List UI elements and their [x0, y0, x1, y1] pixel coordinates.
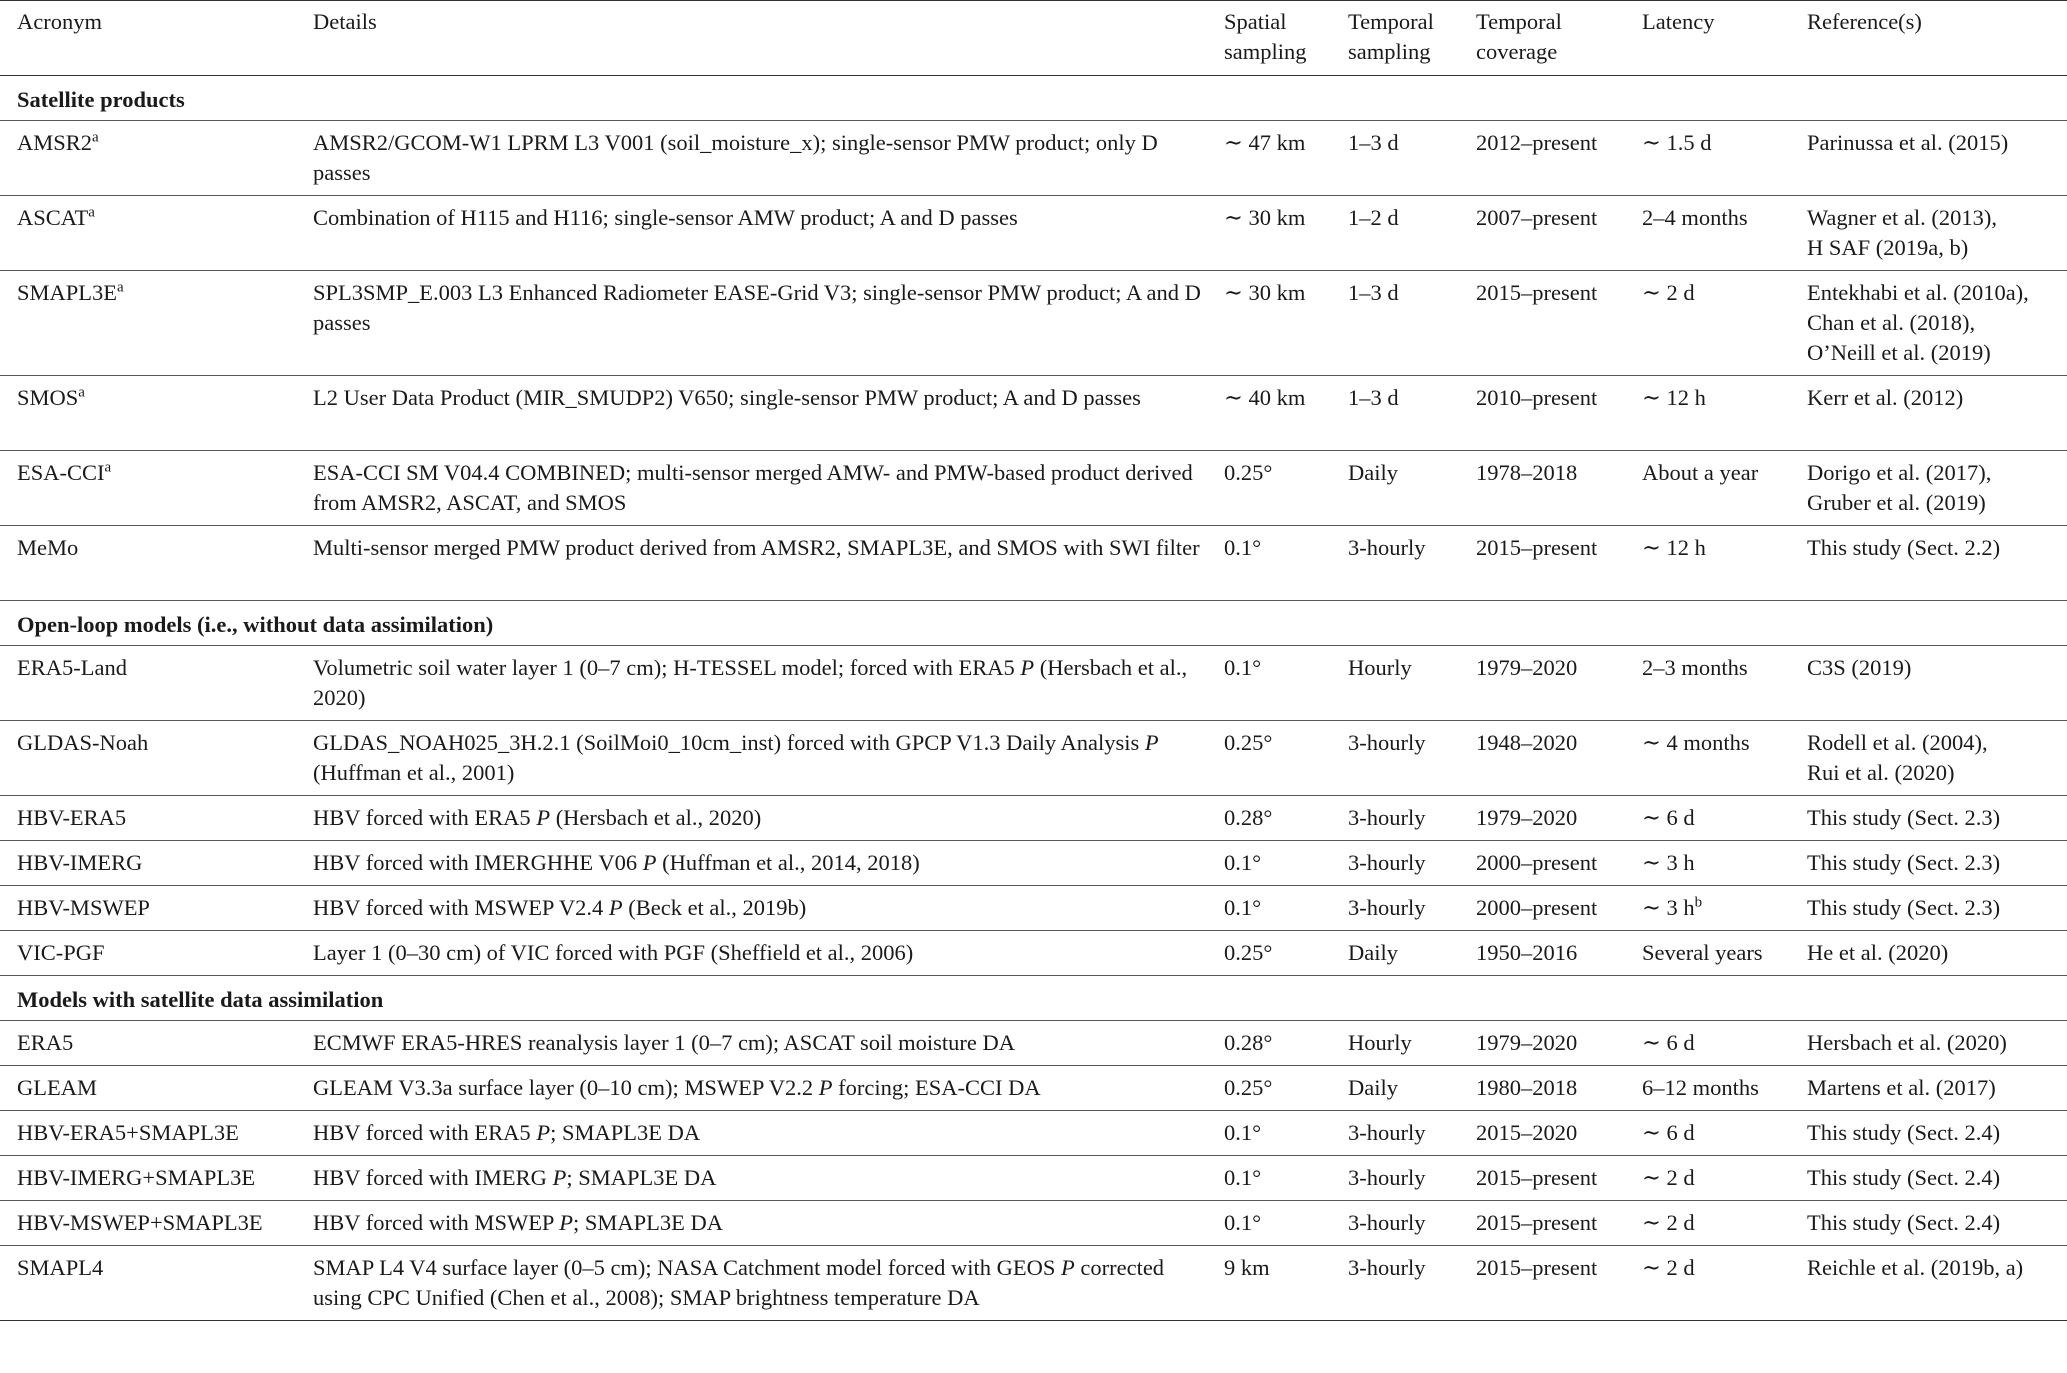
- cell-spatial-sampling: ∼ 40 km: [1224, 385, 1306, 410]
- cell-details: GLDAS_NOAH025_3H.2.1 (SoilMoi0_10cm_inst) forced with GPCP V1.3 Daily Analysis P (Huffman et al., 2001): [313, 730, 1159, 785]
- cell-temporal-sampling: 1–2 d: [1348, 205, 1399, 230]
- variable-symbol: P: [1061, 1255, 1075, 1280]
- cell-latency: 2–4 months: [1642, 205, 1748, 230]
- table-row: [0, 841, 2067, 886]
- cell-latency: Several years: [1642, 940, 1763, 965]
- cell-details: ECMWF ERA5-HRES reanalysis layer 1 (0–7 cm); ASCAT soil moisture DA: [313, 1030, 1016, 1055]
- cell-references: This study (Sect. 2.4): [1807, 1165, 2001, 1190]
- table-row: [0, 796, 2067, 841]
- table-row: [0, 1066, 2067, 1111]
- table-row: [0, 1111, 2067, 1156]
- cell-acronym: SMAPL4: [17, 1255, 104, 1280]
- table-body: [0, 76, 2067, 1321]
- cell-temporal-sampling: Hourly: [1348, 655, 1412, 680]
- cell-acronym: AMSR2$^a$: [17, 129, 99, 155]
- cell-temporal-coverage: 1978–2018: [1476, 460, 1578, 485]
- cell-latency: ∼ 2 d: [1642, 280, 1695, 305]
- cell-details: Multi-sensor merged PMW product derived from AMSR2, SMAPL3E, and SMOS with SWI filter: [313, 535, 1200, 560]
- section-row: [0, 76, 2067, 121]
- cell-references: Parinussa et al. (2015): [1807, 130, 2009, 155]
- cell-acronym: VIC-PGF: [17, 940, 105, 965]
- cell-references: This study (Sect. 2.3): [1807, 850, 2001, 875]
- cell-references: Kerr et al. (2012): [1807, 385, 1964, 410]
- cell-details: GLEAM V3.3a surface layer (0–10 cm); MSWEP V2.2 P forcing; ESA-CCI DA: [313, 1075, 1041, 1100]
- header-references: Reference(s): [1807, 9, 1922, 34]
- cell-temporal-sampling: 3-hourly: [1348, 1255, 1426, 1280]
- cell-temporal-sampling: 3-hourly: [1348, 805, 1426, 830]
- cell-temporal-coverage: 2007–present: [1476, 205, 1598, 230]
- cell-details: HBV forced with MSWEP P; SMAPL3E DA: [313, 1210, 724, 1235]
- cell-spatial-sampling: 0.25°: [1224, 460, 1273, 485]
- cell-temporal-coverage: 1980–2018: [1476, 1075, 1578, 1100]
- cell-temporal-sampling: 1–3 d: [1348, 385, 1399, 410]
- header-spatial-sampling: Spatial sampling: [1224, 9, 1307, 64]
- footnote-marker: a: [92, 129, 99, 146]
- cell-references: C3S (2019): [1807, 655, 1912, 680]
- cell-latency: 6–12 months: [1642, 1075, 1759, 1100]
- cell-latency: ∼ 2 d: [1642, 1255, 1695, 1280]
- table-row: [0, 271, 2067, 376]
- cell-details: Combination of H115 and H116; single-sensor AMW product; A and D passes: [313, 205, 1018, 230]
- cell-latency: ∼ 1.5 d: [1642, 130, 1712, 155]
- section-title: Satellite products: [0, 76, 2067, 121]
- cell-temporal-coverage: 1979–2020: [1476, 655, 1578, 680]
- cell-temporal-sampling: 3-hourly: [1348, 730, 1426, 755]
- footnote-marker: b: [1694, 894, 1703, 911]
- cell-temporal-coverage: 2015–2020: [1476, 1120, 1578, 1145]
- cell-latency: ∼ 6 d: [1642, 1120, 1695, 1145]
- cell-temporal-sampling: 3-hourly: [1348, 535, 1426, 560]
- header-latency: Latency: [1642, 9, 1715, 34]
- cell-details: SMAP L4 V4 surface layer (0–5 cm); NASA Catchment model forced with GEOS P corrected using CPC Unified (Chen et al., 2008); SMAP brightness temperature DA: [313, 1255, 1165, 1310]
- cell-temporal-coverage: 1979–2020: [1476, 1030, 1578, 1055]
- cell-references: Wagner et al. (2013), H SAF (2019a, b): [1807, 205, 1997, 260]
- cell-acronym: HBV-ERA5: [17, 805, 127, 830]
- cell-references: This study (Sect. 2.3): [1807, 895, 2001, 920]
- cell-temporal-sampling: 3-hourly: [1348, 1120, 1426, 1145]
- cell-latency: ∼ 2 d: [1642, 1210, 1695, 1235]
- table-row: [0, 1021, 2067, 1066]
- table-row: [0, 646, 2067, 721]
- cell-spatial-sampling: 0.1°: [1224, 1120, 1262, 1145]
- cell-acronym: MeMo: [17, 535, 79, 560]
- header-row: [0, 1, 2067, 76]
- cell-references: Entekhabi et al. (2010a), Chan et al. (2018), O’Neill et al. (2019): [1807, 280, 2029, 365]
- cell-temporal-coverage: 2012–present: [1476, 130, 1598, 155]
- cell-temporal-coverage: 2015–present: [1476, 1210, 1598, 1235]
- cell-acronym: GLDAS-Noah: [17, 730, 149, 755]
- cell-references: Hersbach et al. (2020): [1807, 1030, 2007, 1055]
- header-acronym: Acronym: [17, 9, 102, 34]
- cell-acronym: ERA5: [17, 1030, 74, 1055]
- cell-references: This study (Sect. 2.4): [1807, 1210, 2001, 1235]
- cell-details: Volumetric soil water layer 1 (0–7 cm); H-TESSEL model; forced with ERA5 P (Hersbach et al., 2020): [313, 655, 1188, 710]
- cell-references: Dorigo et al. (2017), Gruber et al. (2019): [1807, 460, 1992, 515]
- cell-details: Layer 1 (0–30 cm) of VIC forced with PGF (Sheffield et al., 2006): [313, 940, 914, 965]
- cell-latency: About a year: [1642, 460, 1759, 485]
- variable-symbol: P: [818, 1075, 833, 1100]
- cell-temporal-coverage: 2000–present: [1476, 895, 1598, 920]
- cell-latency: ∼ 2 d: [1642, 1165, 1695, 1190]
- table-row: [0, 886, 2067, 931]
- cell-details: AMSR2/GCOM-W1 LPRM L3 V001 (soil_moisture_x); single-sensor PMW product; only D passes: [313, 130, 1158, 185]
- cell-latency: 2–3 months: [1642, 655, 1748, 680]
- cell-spatial-sampling: ∼ 30 km: [1224, 205, 1306, 230]
- cell-spatial-sampling: 0.1°: [1224, 535, 1262, 560]
- cell-latency: ∼ 3 $h^b$: [1642, 894, 1703, 920]
- cell-temporal-coverage: 2010–present: [1476, 385, 1598, 410]
- cell-temporal-sampling: Daily: [1348, 940, 1398, 965]
- cell-temporal-sampling: 3-hourly: [1348, 895, 1426, 920]
- cell-temporal-sampling: Daily: [1348, 460, 1398, 485]
- cell-spatial-sampling: 0.1°: [1224, 1165, 1262, 1190]
- cell-acronym: HBV-ERA5+SMAPL3E: [17, 1120, 239, 1145]
- cell-temporal-sampling: Daily: [1348, 1075, 1398, 1100]
- cell-temporal-coverage: 2015–present: [1476, 1165, 1598, 1190]
- cell-temporal-coverage: 1979–2020: [1476, 805, 1578, 830]
- cell-spatial-sampling: 0.25°: [1224, 730, 1273, 755]
- cell-spatial-sampling: 9 km: [1224, 1255, 1270, 1280]
- cell-latency: ∼ 12 h: [1642, 385, 1706, 410]
- variable-symbol: P: [536, 805, 551, 830]
- cell-acronym: HBV-IMERG+SMAPL3E: [17, 1165, 256, 1190]
- cell-acronym: ASCAT$^a$: [17, 204, 95, 230]
- table-row: [0, 121, 2067, 196]
- table-row: [0, 376, 2067, 451]
- footnote-marker: a: [117, 279, 124, 296]
- cell-acronym: $SMAPL3E^a$: [17, 279, 124, 305]
- cell-latency: ∼ 3 h: [1642, 850, 1695, 875]
- cell-temporal-coverage: 2015–present: [1476, 280, 1598, 305]
- cell-details: ESA-CCI SM V04.4 COMBINED; multi-sensor merged AMW- and PMW-based product derived from AMSR2, ASCAT, and SMOS: [313, 460, 1193, 515]
- cell-temporal-sampling: 3-hourly: [1348, 1165, 1426, 1190]
- cell-temporal-sampling: 1–3 d: [1348, 280, 1399, 305]
- section-row: [0, 601, 2067, 646]
- table-row: [0, 721, 2067, 796]
- table-row: [0, 1156, 2067, 1201]
- section-title: Models with satellite data assimilation: [0, 976, 2067, 1021]
- cell-spatial-sampling: 0.1°: [1224, 1210, 1262, 1235]
- cell-spatial-sampling: 0.28°: [1224, 805, 1273, 830]
- cell-temporal-coverage: 2015–present: [1476, 1255, 1598, 1280]
- cell-references: This study (Sect. 2.3): [1807, 805, 2001, 830]
- cell-acronym: SMOS$^a$: [17, 384, 85, 410]
- cell-details: HBV forced with ERA5 P; SMAPL3E DA: [313, 1120, 701, 1145]
- cell-latency: ∼ 12 h: [1642, 535, 1706, 560]
- table-row: [0, 196, 2067, 271]
- cell-temporal-coverage: 2015–present: [1476, 535, 1598, 560]
- table-row: [0, 451, 2067, 526]
- section-title: Open-loop models (i.e., without data assimilation): [0, 601, 2067, 646]
- cell-references: He et al. (2020): [1807, 940, 1949, 965]
- cell-acronym: HBV-MSWEP: [17, 895, 150, 920]
- cell-temporal-coverage: 1950–2016: [1476, 940, 1578, 965]
- cell-references: This study (Sect. 2.4): [1807, 1120, 2001, 1145]
- table-row: [0, 1246, 2067, 1321]
- cell-details: HBV forced with MSWEP V2.4 P (Beck et al., 2019b): [313, 895, 807, 920]
- cell-spatial-sampling: 0.28°: [1224, 1030, 1273, 1055]
- section-row: [0, 976, 2067, 1021]
- cell-latency: ∼ 6 d: [1642, 1030, 1695, 1055]
- cell-acronym: HBV-IMERG: [17, 850, 143, 875]
- header-temporal-sampling: Temporal sampling: [1348, 9, 1434, 64]
- cell-acronym: ESA-CCI$^a$: [17, 459, 112, 485]
- cell-references: Reichle et al. (2019b, a): [1807, 1255, 2024, 1280]
- footnote-marker: a: [104, 459, 112, 476]
- cell-references: This study (Sect. 2.2): [1807, 535, 2001, 560]
- cell-temporal-sampling: Hourly: [1348, 1030, 1412, 1055]
- cell-spatial-sampling: 0.1°: [1224, 850, 1262, 875]
- header-temporal-coverage: Temporal coverage: [1476, 9, 1562, 64]
- cell-references: Rodell et al. (2004), Rui et al. (2020): [1807, 730, 1988, 785]
- variable-symbol: P: [536, 1120, 551, 1145]
- variable-symbol: P: [559, 1210, 573, 1235]
- cell-temporal-sampling: 1–3 d: [1348, 130, 1399, 155]
- variable-symbol: P: [608, 895, 623, 920]
- cell-temporal-coverage: 1948–2020: [1476, 730, 1578, 755]
- cell-spatial-sampling: 0.25°: [1224, 940, 1273, 965]
- cell-references: Martens et al. (2017): [1807, 1075, 1996, 1100]
- table-row: [0, 1201, 2067, 1246]
- cell-temporal-sampling: 3-hourly: [1348, 1210, 1426, 1235]
- variable-symbol: P: [1144, 730, 1159, 755]
- variable-symbol: P: [642, 850, 657, 875]
- cell-acronym: HBV-MSWEP+SMAPL3E: [17, 1210, 263, 1235]
- cell-details: HBV forced with IMERG P; SMAPL3E DA: [313, 1165, 717, 1190]
- header-details: Details: [313, 9, 377, 34]
- variable-symbol: P: [1020, 655, 1035, 680]
- cell-temporal-sampling: 3-hourly: [1348, 850, 1426, 875]
- table-row: [0, 526, 2067, 601]
- cell-details: SPL3SMP_E.003 L3 Enhanced Radiometer EASE-Grid V3; single-sensor PMW product; A and D passes: [313, 280, 1201, 335]
- cell-acronym: GLEAM: [17, 1075, 97, 1100]
- cell-details: L2 User Data Product (MIR_SMUDP2) V650; single-sensor PMW product; A and D passes: [313, 385, 1141, 410]
- cell-acronym: ERA5-Land: [17, 655, 127, 680]
- cell-spatial-sampling: ∼ 30 km: [1224, 280, 1306, 305]
- cell-spatial-sampling: 0.25°: [1224, 1075, 1273, 1100]
- cell-latency: ∼ 4 months: [1642, 730, 1750, 755]
- cell-spatial-sampling: 0.1°: [1224, 895, 1262, 920]
- cell-details: HBV forced with IMERGHHE V06 P (Huffman et al., 2014, 2018): [313, 850, 920, 875]
- table-header: [0, 1, 2067, 76]
- cell-spatial-sampling: 0.1°: [1224, 655, 1262, 680]
- table-row: [0, 931, 2067, 976]
- footnote-marker: a: [78, 384, 85, 401]
- cell-details: HBV forced with ERA5 P (Hersbach et al., 2020): [313, 805, 762, 830]
- cell-latency: ∼ 6 d: [1642, 805, 1695, 830]
- variable-symbol: P: [552, 1165, 567, 1190]
- cell-spatial-sampling: ∼ 47 km: [1224, 130, 1306, 155]
- footnote-marker: a: [88, 204, 95, 221]
- cell-temporal-coverage: 2000–present: [1476, 850, 1598, 875]
